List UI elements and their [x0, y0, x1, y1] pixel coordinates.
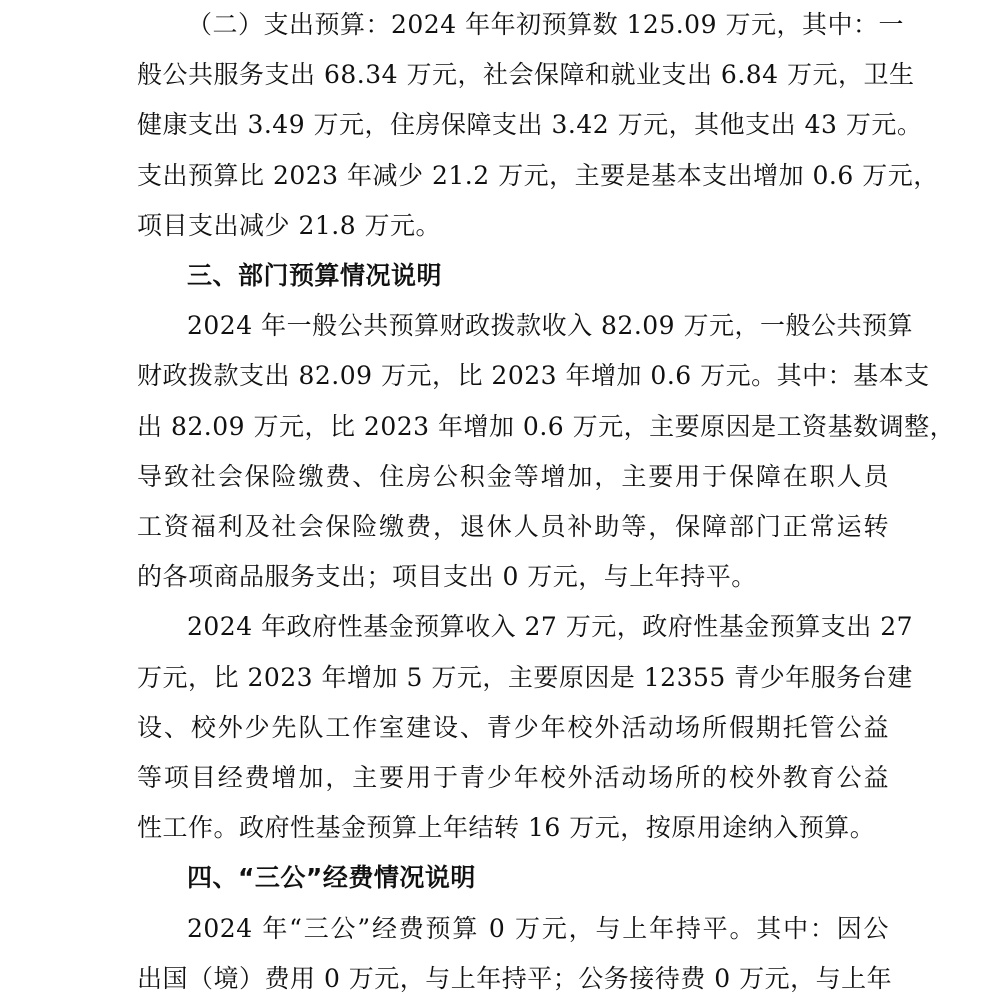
- government-fund-budget-paragraph: [137, 602, 914, 853]
- text-line: 2024 年“三公”经费预算 0 万元，与上年持平。其中：因公: [187, 913, 889, 943]
- text-line: 万元，比 2023 年增加 5 万元，主要原因是 12355 青少年服务台建: [137, 662, 913, 692]
- text-line: 出 82.09 万元，比 2023 年增加 0.6 万元，主要原因是工资基数调整，: [137, 411, 956, 441]
- three-public-expenses-paragraph: [137, 904, 893, 1004]
- text-line: 的各项商品服务支出；项目支出 0 万元，与上年持平。: [137, 562, 757, 592]
- text-line: 等项目经费增加，主要用于青少年校外活动场所的校外教育公益: [137, 763, 889, 793]
- text-line: 支出预算比 2023 年减少 21.2 万元，主要是基本支出增加 0.6 万元，: [137, 160, 939, 190]
- text-line: 财政拨款支出 82.09 万元，比 2023 年增加 0.6 万元。其中：基本支: [137, 361, 930, 391]
- text-line: 健康支出 3.49 万元，住房保障支出 3.42 万元，其他支出 43 万元。: [137, 110, 923, 140]
- text-line: 2024 年政府性基金预算收入 27 万元，政府性基金预算支出 27: [187, 612, 914, 642]
- expenditure-budget-paragraph: [137, 0, 939, 251]
- text-line: 设、校外少先队工作室建设、青少年校外活动场所假期托管公益: [137, 712, 889, 742]
- document-body: [137, 0, 956, 1004]
- text-line: 出国（境）费用 0 万元，与上年持平；公务接待费 0 万元，与上年: [137, 963, 893, 993]
- text-line: 工资福利及社会保险缴费，退休人员补助等，保障部门正常运转: [137, 512, 889, 542]
- text-line: 导致社会保险缴费、住房公积金等增加，主要用于保障在职人员: [137, 461, 889, 491]
- text-line: 2024 年一般公共预算财政拨款收入 82.09 万元，一般公共预算: [187, 311, 914, 341]
- section-heading-department-budget: 三、部门预算情况说明: [187, 261, 443, 291]
- general-public-budget-paragraph: [137, 301, 956, 602]
- text-line: 项目支出减少 21.8 万元。: [137, 210, 442, 240]
- text-line: 性工作。政府性基金预算上年结转 16 万元，按原用途纳入预算。: [137, 813, 876, 843]
- text-line: （二）支出预算：2024 年年初预算数 125.09 万元，其中：一: [187, 10, 904, 39]
- section-heading-three-public-expenses: 四、“三公”经费情况说明: [187, 863, 476, 893]
- text-line: 般公共服务支出 68.34 万元，社会保障和就业支出 6.84 万元，卫生: [137, 60, 915, 90]
